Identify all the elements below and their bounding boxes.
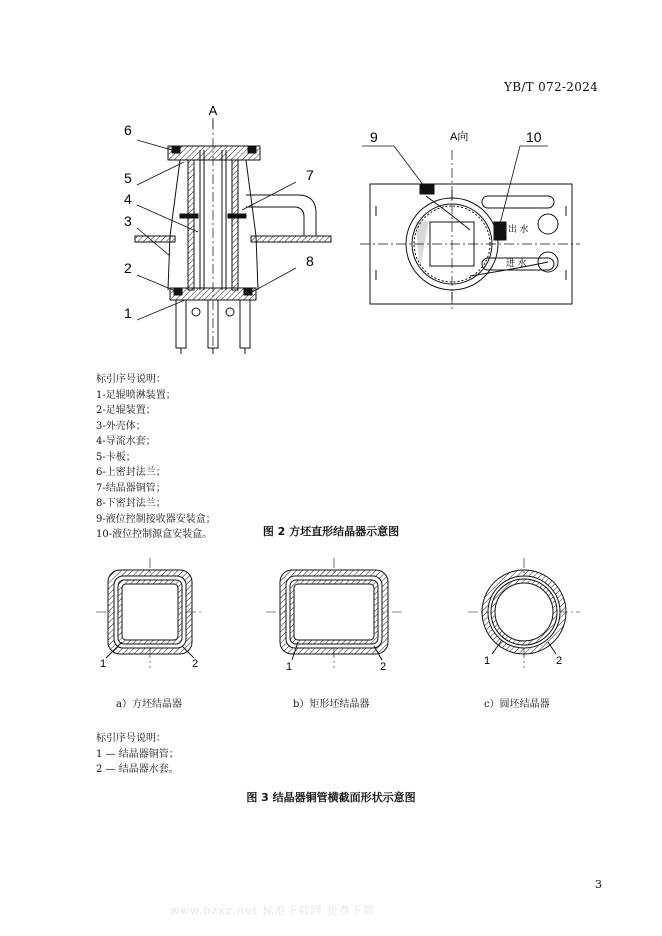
label-in-water: 进 水: [506, 258, 527, 268]
figure3-caption: 图 3 结晶器铜管横截面形状示意图: [246, 791, 416, 804]
figure2-legend-title: 标引序号说明：: [96, 374, 166, 385]
square-section: [96, 558, 204, 668]
a-direction-view: [360, 150, 580, 312]
figure3-legend-title: 标引序号说明：: [96, 733, 166, 744]
label-4: 4: [124, 191, 132, 207]
label-a-view: A向: [450, 131, 469, 143]
label-out-water: 出 水: [508, 224, 529, 234]
fig3c-subcaption: c）圆坯结晶器: [484, 699, 550, 710]
figure2-legend-item: 8-下密封法兰；: [96, 498, 166, 509]
fig3c-callout-2: 2: [556, 655, 563, 667]
figure2-legend-item: 3-外壳体；: [96, 420, 146, 432]
label-8: 8: [306, 253, 314, 269]
watermark: www.bzxz.net 标准下载网 免费下载: [170, 904, 376, 917]
round-section: [468, 558, 580, 668]
label-3: 3: [124, 213, 132, 229]
figure2-legend-item: 7-结晶器铜管；: [96, 482, 166, 494]
rectangle-section: [266, 558, 402, 668]
page-number: 3: [595, 878, 602, 891]
figure3-legend-item: 1 — 结晶器铜管；: [96, 748, 179, 760]
figure2-drawings: [0, 0, 662, 370]
fig3b-callout-1: 1: [286, 661, 293, 673]
fig3b-subcaption: b）矩形坯结晶器: [293, 699, 370, 710]
a-view-labels: [362, 146, 548, 224]
figure2-legend-item: 2-足辊装置；: [96, 405, 156, 416]
fig3c-callout-1: 1: [484, 655, 491, 667]
label-5: 5: [124, 170, 132, 186]
figure2-legend-item: 4-导流水套；: [96, 436, 156, 447]
figure3-legend-item: 2 — 结晶器水套。: [96, 764, 179, 775]
figure2-legend-item: 9-液位控制接收器安装盒；: [96, 513, 216, 525]
standard-number: YB/T 072-2024: [504, 80, 598, 94]
figure3-legend: [96, 731, 179, 778]
figure2-legend-item: 1-足辊喷淋装置；: [96, 389, 176, 401]
figure2-caption: 图 2 方坯直形结晶器示意图: [262, 525, 400, 538]
label-2: 2: [124, 260, 132, 276]
label-6: 6: [124, 122, 132, 138]
label-1: 1: [124, 305, 132, 321]
label-9: 9: [370, 129, 378, 145]
label-10: 10: [526, 129, 542, 145]
figure2-legend-item: 10-液位控制源盒安装盒。: [96, 529, 213, 540]
section-view: [135, 120, 331, 354]
figure2-legend: [96, 372, 216, 543]
fig3a-subcaption: a）方坯结晶器: [116, 699, 182, 710]
fig3a-callout-1: 1: [100, 658, 107, 670]
figure2-legend-item: 6-上密封法兰；: [96, 467, 166, 478]
fig3b-callout-2: 2: [380, 661, 387, 673]
figure3-drawings: [0, 550, 662, 690]
label-7: 7: [306, 167, 314, 183]
figure2-legend-item: 5-卡板；: [96, 451, 136, 463]
fig3a-callout-2: 2: [192, 658, 199, 670]
label-a: A: [208, 103, 218, 118]
